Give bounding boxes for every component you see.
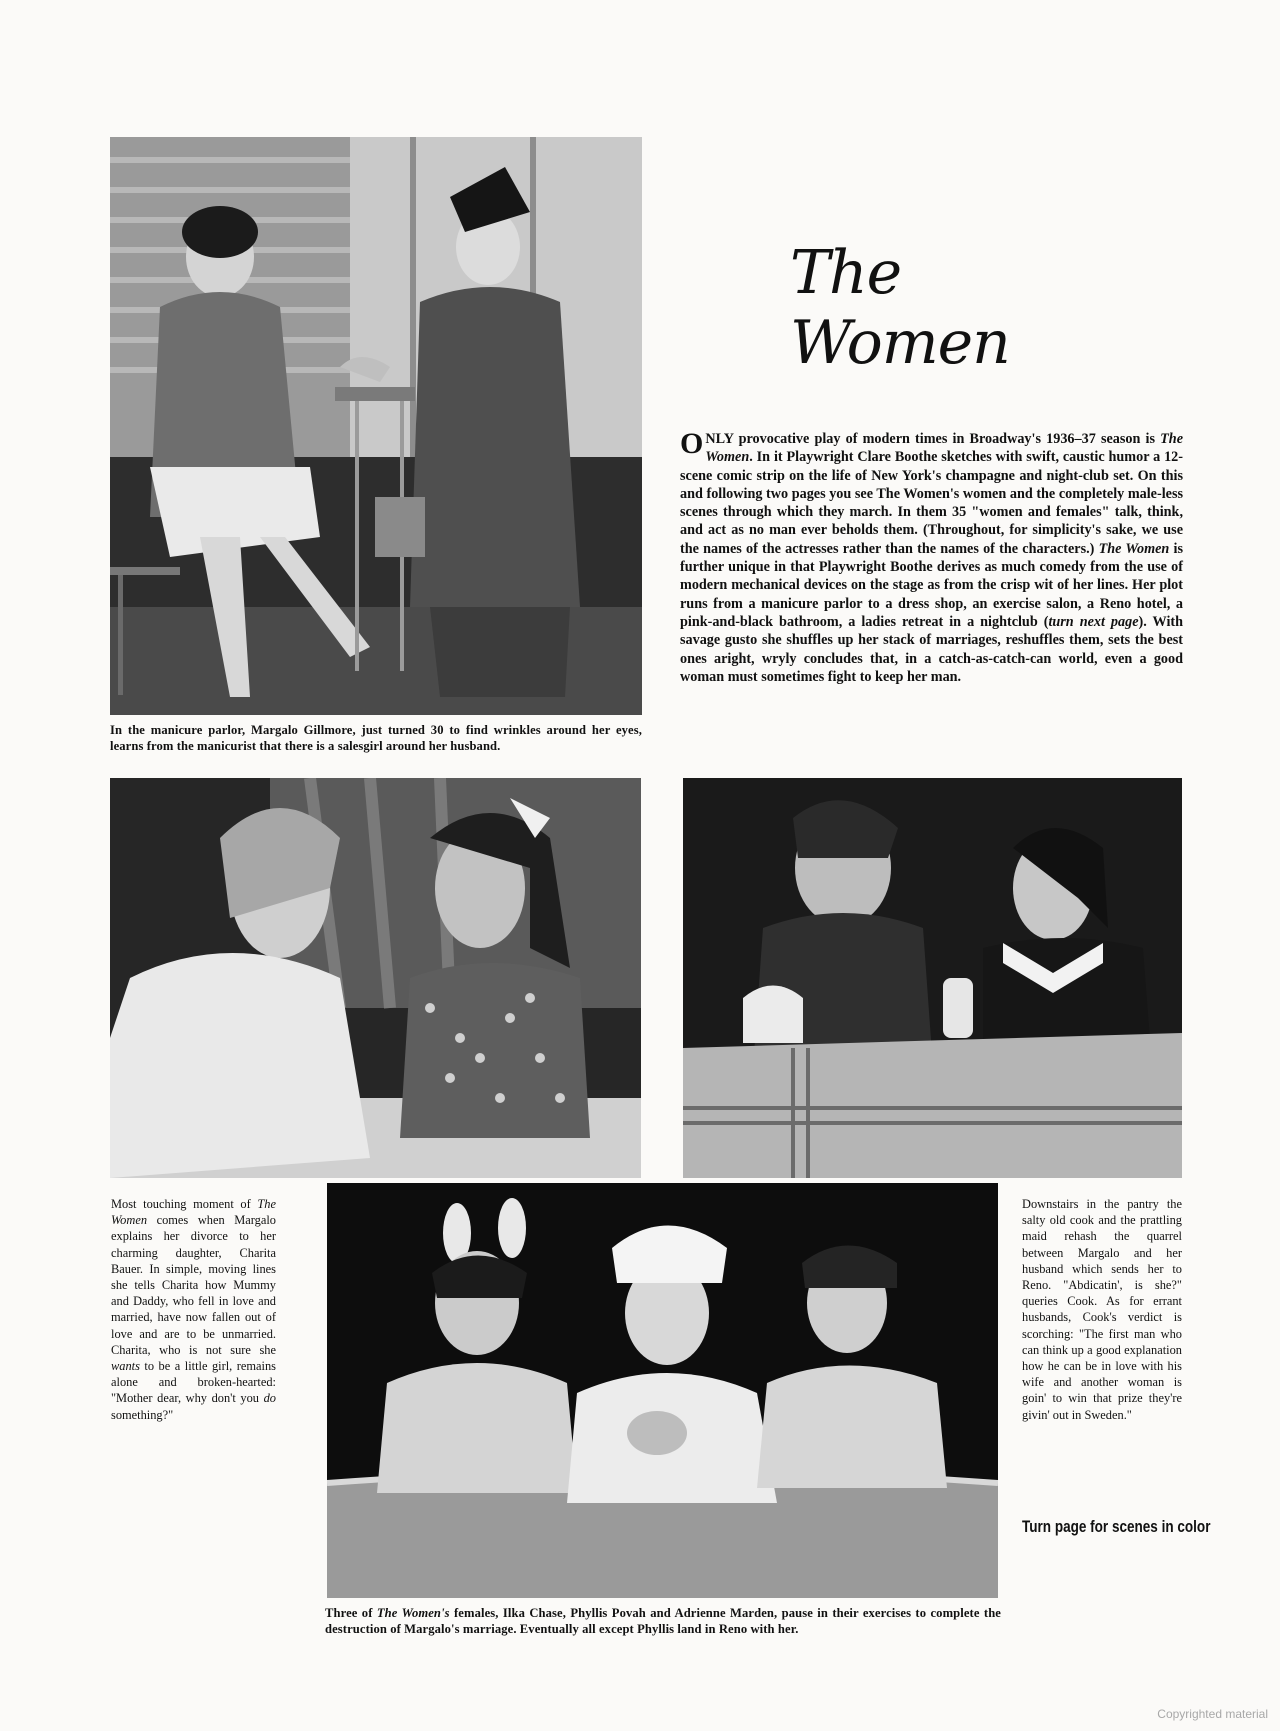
touching-title: The Women [111,1197,276,1228]
photo-pantry [683,778,1182,1178]
caption-pantry: Downstairs in the pantry the salty old cook and the prattling maid rehash the quarrel between Margalo and her husband which sends her to Reno. "Abdicatin', is she?" queries Cook. As for errant husbands, Cook's verdict is scorching: "The first man who can think up a good explanation how he can be in love with his wife and another woman is goin' to win that prize they're givin' out in Sweden." [1022,1197,1182,1422]
intro-turn-note: turn next page [1048,613,1139,630]
touching-b: comes when Margalo explains her divorce to her charming daughter, Charita Bauer. In simple, moving lines she tells Charita how Mummy and Daddy, who fell in love and married, have now fallen out of love and are to be unmarried. Charita, who is not sure she [111,1213,276,1357]
touching-wants: wants [111,1359,140,1374]
photo-manicure-parlor [110,137,642,715]
intro-part3: is further unique in that Playwright Boothe derives as much comedy from the use of modern mechanical devices on the stage as from the crisp wit of her lines. Her plot runs from a manicure parlor to a dress shop, an exercise salon, a Reno hotel, a pink-and-black bathroom, a ladies retreat in a nightclub ( [680,540,1183,630]
caption-exercise [325,1605,1001,1638]
intro-article [680,427,1184,686]
photo-mother-daughter [110,778,641,1178]
touching-a: Most touching moment of [111,1197,258,1211]
page-title: The Women [790,238,1010,378]
exercise-b: females, Ilka Chase, Phyllis Povah and Adrienne Marden, pause in their exercises to complete the destruction of Margalo's marriage. Eventually all except Phyllis land in Reno with her. [325,1606,1001,1637]
intro-dropcap: O [680,427,704,460]
intro-lead: NLY provocative play of modern times in Broadway's 1936–37 season is [705,431,1161,447]
touching-do: do [263,1391,276,1406]
turn-page-note: Turn page for scenes in color [1022,1518,1211,1536]
exercise-a: Three of [325,1606,377,1620]
copyright-watermark: Copyrighted material [1157,1707,1268,1721]
caption-touching-moment [111,1196,276,1423]
intro-part2: . In it Playwright Clare Boothe sketches with swift, caustic humor a 12-scene comic strip on the life of New York's champagne and night-club set. On this and following two pages you see The Women's women and the completely male-less scenes through which they march. In them 35 "women and females" talk, think, and act as no man ever beholds them. (Throughout, for simplicity's sake, we use the names of the actresses rather than the names of the characters.) [680,449,1183,557]
touching-d: something?" [111,1407,174,1422]
intro-play-title-2: The Women [1098,540,1170,557]
caption-manicure: In the manicure parlor, Margalo Gillmore, just turned 30 to find wrinkles around her eyes, learns from the manicurist that there is a salesgirl around her husband. [110,723,642,754]
intro-play-title-1: The Women [705,431,1183,466]
exercise-title: The Women's [376,1606,450,1620]
touching-c: to be a little girl, remains alone and broken-hearted: "Mother dear, why don't you [111,1359,276,1406]
intro-part4: ). With savage gusto she shuffles up her stack of marriages, reshuffles them, sets the best ones aright, wryly concludes that, in a catch-as-catch-can world, even a good woman must sometimes fight to keep her man. [680,613,1184,685]
photo-exercise [327,1183,998,1598]
